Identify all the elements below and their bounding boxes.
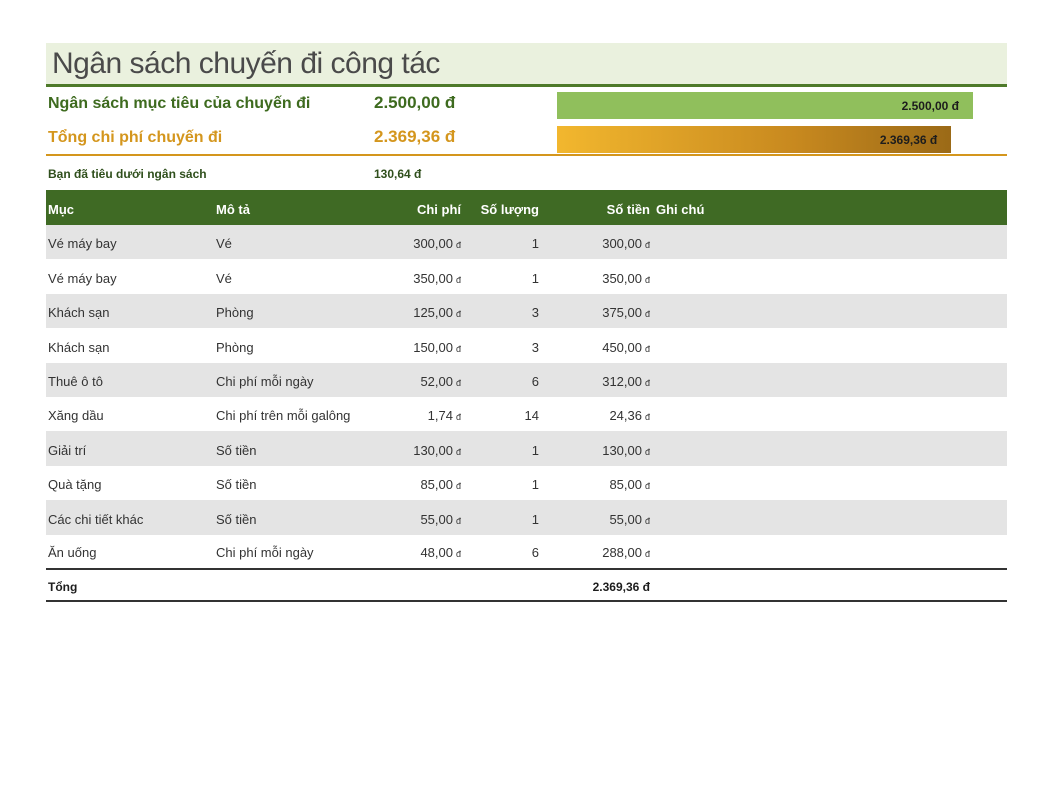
cell-item-value: Vé máy bay bbox=[48, 236, 117, 252]
table-row bbox=[46, 466, 1007, 500]
title-band bbox=[46, 43, 1007, 87]
cell-description-value: Chi phí mỗi ngày bbox=[216, 373, 314, 389]
header-quantity[interactable]: Số lượng bbox=[480, 202, 539, 217]
cell-quantity-value: 1 bbox=[531, 442, 539, 458]
currency-symbol: đ bbox=[455, 412, 461, 423]
cell-description-value: Số tiền bbox=[216, 442, 257, 458]
cell-quantity[interactable] bbox=[461, 397, 539, 431]
cell-item-value: Ăn uống bbox=[48, 544, 97, 560]
currency-symbol: đ bbox=[644, 481, 650, 492]
total-row-empty-cost bbox=[381, 569, 461, 601]
cell-item-value: Quà tặng bbox=[48, 477, 102, 493]
cell-notes[interactable] bbox=[650, 225, 1007, 259]
table-row bbox=[46, 328, 1007, 362]
target-budget-value: 2.500,00 đ bbox=[374, 93, 456, 112]
table-header-row bbox=[46, 190, 1007, 225]
currency-symbol: đ bbox=[455, 274, 461, 285]
under-budget-label: Bạn đã tiêu dưới ngân sách bbox=[48, 167, 207, 181]
cell-cost[interactable] bbox=[381, 431, 461, 465]
page-title: Ngân sách chuyến đi công tác bbox=[52, 46, 440, 80]
cell-description-value: Số tiền bbox=[216, 511, 257, 527]
cell-description[interactable] bbox=[216, 500, 381, 534]
cell-quantity[interactable] bbox=[461, 466, 539, 500]
cell-quantity-value: 1 bbox=[531, 511, 539, 527]
expense-table bbox=[46, 190, 1007, 602]
cell-amount-value: 24,36 bbox=[609, 408, 642, 424]
header-description[interactable]: Mô tả bbox=[216, 202, 250, 217]
cell-quantity[interactable] bbox=[461, 535, 539, 569]
table-row bbox=[46, 535, 1007, 569]
cell-description-value: Số tiền bbox=[216, 477, 257, 493]
cell-quantity-value: 1 bbox=[531, 270, 539, 286]
cell-amount[interactable] bbox=[539, 535, 650, 569]
cell-item[interactable] bbox=[46, 225, 216, 259]
currency-symbol: đ bbox=[644, 377, 650, 388]
cell-quantity-value: 1 bbox=[531, 236, 539, 252]
cell-cost[interactable] bbox=[381, 328, 461, 362]
cell-cost-value: 350,00 bbox=[413, 270, 453, 286]
cell-notes[interactable] bbox=[650, 259, 1007, 293]
cell-description[interactable] bbox=[216, 431, 381, 465]
cell-cost-value: 48,00 bbox=[420, 544, 453, 560]
total-cost-bar-label: 2.369,36 đ bbox=[879, 132, 938, 147]
target-budget-label: Ngân sách mục tiêu của chuyến đi bbox=[48, 95, 311, 112]
cell-description-value: Phòng bbox=[216, 339, 254, 355]
cell-notes[interactable] bbox=[650, 535, 1007, 569]
cell-item-value: Khách sạn bbox=[48, 305, 110, 321]
cell-quantity-value: 6 bbox=[531, 373, 539, 389]
cell-item[interactable] bbox=[46, 363, 216, 397]
currency-symbol: đ bbox=[455, 481, 461, 492]
cell-cost-value: 55,00 bbox=[420, 511, 453, 527]
cell-amount[interactable] bbox=[539, 363, 650, 397]
currency-symbol: đ bbox=[455, 515, 461, 526]
cell-notes[interactable] bbox=[650, 363, 1007, 397]
cell-quantity[interactable] bbox=[461, 431, 539, 465]
cell-item[interactable] bbox=[46, 397, 216, 431]
table-row bbox=[46, 500, 1007, 534]
total-row-empty-desc bbox=[216, 569, 381, 601]
cell-description[interactable] bbox=[216, 363, 381, 397]
table-row bbox=[46, 363, 1007, 397]
currency-symbol: đ bbox=[644, 515, 650, 526]
cell-quantity-value: 1 bbox=[531, 477, 539, 493]
table-row bbox=[46, 431, 1007, 465]
target-budget-bar-label: 2.500,00 đ bbox=[901, 98, 959, 113]
header-amount[interactable]: Số tiền bbox=[606, 202, 650, 217]
cell-cost-value: 300,00 bbox=[413, 236, 453, 252]
cell-amount-value: 130,00 bbox=[602, 442, 642, 458]
target-budget-bar bbox=[557, 92, 973, 119]
cell-description-value: Chi phí trên mỗi galông bbox=[216, 408, 351, 424]
cell-notes[interactable] bbox=[650, 466, 1007, 500]
cell-description[interactable] bbox=[216, 225, 381, 259]
currency-symbol: đ bbox=[455, 343, 461, 354]
cell-item-value: Khách sạn bbox=[48, 339, 110, 355]
total-row-empty-notes bbox=[650, 569, 1007, 601]
cell-amount[interactable] bbox=[539, 500, 650, 534]
cell-amount[interactable] bbox=[539, 328, 650, 362]
cell-description[interactable] bbox=[216, 328, 381, 362]
cell-cost[interactable] bbox=[381, 225, 461, 259]
cell-amount[interactable] bbox=[539, 397, 650, 431]
cell-amount-value: 450,00 bbox=[602, 339, 642, 355]
total-cost-row bbox=[46, 121, 1007, 156]
cell-description-value: Chi phí mỗi ngày bbox=[216, 544, 314, 560]
cell-cost[interactable] bbox=[381, 363, 461, 397]
cell-description-value: Vé bbox=[216, 270, 232, 286]
header-cost[interactable]: Chi phí bbox=[416, 202, 461, 217]
currency-symbol: đ bbox=[455, 446, 461, 457]
total-cost-label: Tổng chi phí chuyến đi bbox=[48, 129, 223, 146]
cell-quantity-value: 3 bbox=[531, 339, 539, 355]
cell-item-value: Thuê ô tô bbox=[48, 373, 103, 389]
cell-quantity-value: 3 bbox=[531, 305, 539, 321]
cell-amount[interactable] bbox=[539, 225, 650, 259]
header-item[interactable]: Mục bbox=[48, 202, 74, 217]
cell-item[interactable] bbox=[46, 294, 216, 328]
cell-quantity-value: 6 bbox=[531, 544, 539, 560]
currency-symbol: đ bbox=[644, 548, 650, 559]
cell-item-value: Các chi tiết khác bbox=[48, 511, 144, 527]
cell-quantity[interactable] bbox=[461, 225, 539, 259]
total-row-amount: 2.369,36 đ bbox=[592, 579, 650, 594]
cell-amount[interactable] bbox=[539, 431, 650, 465]
cell-amount-value: 85,00 bbox=[609, 477, 642, 493]
cell-cost[interactable] bbox=[381, 259, 461, 293]
currency-symbol: đ bbox=[644, 412, 650, 423]
cell-notes[interactable] bbox=[650, 500, 1007, 534]
cell-notes[interactable] bbox=[650, 328, 1007, 362]
cell-description[interactable] bbox=[216, 466, 381, 500]
cell-notes[interactable] bbox=[650, 294, 1007, 328]
cell-amount-value: 300,00 bbox=[602, 236, 642, 252]
cell-item[interactable] bbox=[46, 500, 216, 534]
cell-description[interactable] bbox=[216, 535, 381, 569]
cell-quantity[interactable] bbox=[461, 363, 539, 397]
under-budget-row bbox=[46, 156, 1007, 190]
cell-amount-value: 312,00 bbox=[602, 373, 642, 389]
cell-cost[interactable] bbox=[381, 500, 461, 534]
total-cost-bar bbox=[557, 126, 951, 153]
budget-sheet bbox=[46, 43, 1007, 602]
cell-cost-value: 85,00 bbox=[420, 477, 453, 493]
table-row bbox=[46, 397, 1007, 431]
cell-item[interactable] bbox=[46, 259, 216, 293]
cell-quantity[interactable] bbox=[461, 500, 539, 534]
currency-symbol: đ bbox=[455, 309, 461, 320]
cell-amount-value: 350,00 bbox=[602, 270, 642, 286]
cell-description[interactable] bbox=[216, 397, 381, 431]
cell-cost-value: 125,00 bbox=[413, 305, 453, 321]
cell-cost[interactable] bbox=[381, 294, 461, 328]
cell-quantity[interactable] bbox=[461, 259, 539, 293]
total-cost-value: 2.369,36 đ bbox=[374, 127, 456, 146]
cell-item[interactable] bbox=[46, 535, 216, 569]
cell-item-value: Xăng dầu bbox=[48, 408, 104, 424]
total-row-empty-qty bbox=[461, 569, 539, 601]
currency-symbol: đ bbox=[455, 377, 461, 388]
cell-cost-value: 1,74 bbox=[427, 408, 453, 424]
cell-notes[interactable] bbox=[650, 431, 1007, 465]
cell-cost-value: 52,00 bbox=[420, 373, 453, 389]
currency-symbol: đ bbox=[455, 240, 461, 251]
currency-symbol: đ bbox=[644, 240, 650, 251]
cell-amount[interactable] bbox=[539, 466, 650, 500]
cell-notes[interactable] bbox=[650, 397, 1007, 431]
table-row bbox=[46, 294, 1007, 328]
cell-amount-value: 55,00 bbox=[609, 511, 642, 527]
cell-amount-value: 288,00 bbox=[602, 544, 642, 560]
table-row bbox=[46, 259, 1007, 293]
cell-cost[interactable] bbox=[381, 466, 461, 500]
cell-description-value: Vé bbox=[216, 236, 232, 252]
currency-symbol: đ bbox=[455, 548, 461, 559]
cell-amount-value: 375,00 bbox=[602, 305, 642, 321]
cell-item[interactable] bbox=[46, 328, 216, 362]
currency-symbol: đ bbox=[644, 343, 650, 354]
cell-item-value: Giải trí bbox=[48, 442, 87, 458]
currency-symbol: đ bbox=[644, 274, 650, 285]
cell-item-value: Vé máy bay bbox=[48, 270, 117, 286]
cell-cost-value: 150,00 bbox=[413, 339, 453, 355]
currency-symbol: đ bbox=[644, 446, 650, 457]
target-budget-row bbox=[46, 87, 1007, 121]
cell-quantity-value: 14 bbox=[524, 408, 539, 424]
cell-quantity[interactable] bbox=[461, 294, 539, 328]
cell-description-value: Phòng bbox=[216, 305, 254, 321]
cell-cost[interactable] bbox=[381, 397, 461, 431]
cell-amount[interactable] bbox=[539, 259, 650, 293]
cell-cost-value: 130,00 bbox=[413, 442, 453, 458]
header-notes[interactable]: Ghi chú bbox=[656, 202, 705, 217]
currency-symbol: đ bbox=[644, 309, 650, 320]
under-budget-value: 130,64 đ bbox=[374, 167, 422, 181]
cell-item[interactable] bbox=[46, 466, 216, 500]
table-row bbox=[46, 225, 1007, 259]
cell-quantity[interactable] bbox=[461, 328, 539, 362]
total-row-label: Tổng bbox=[48, 579, 78, 594]
cell-description[interactable] bbox=[216, 259, 381, 293]
cell-item[interactable] bbox=[46, 431, 216, 465]
cell-cost[interactable] bbox=[381, 535, 461, 569]
cell-amount[interactable] bbox=[539, 294, 650, 328]
cell-description[interactable] bbox=[216, 294, 381, 328]
table-total-row bbox=[46, 569, 1007, 601]
